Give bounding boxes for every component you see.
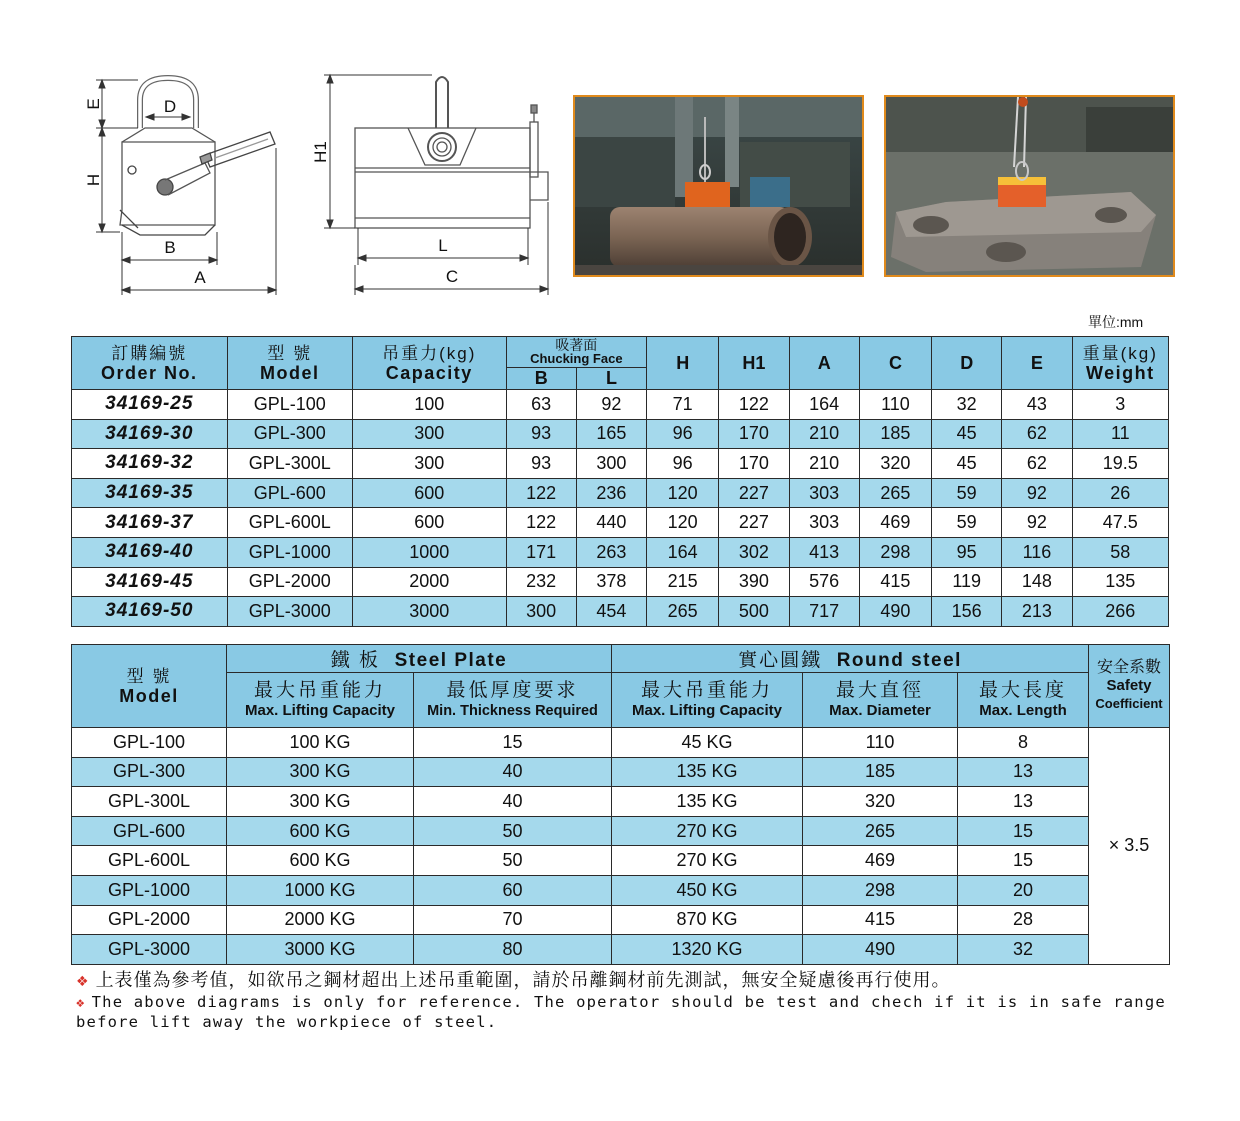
cell-thickness: 50 xyxy=(414,816,612,846)
cell-round-capacity: 135 KG xyxy=(612,757,803,787)
cell-l: 378 xyxy=(576,567,646,597)
cell-thickness: 60 xyxy=(414,875,612,905)
cell-e: 92 xyxy=(1002,478,1072,508)
cell-thickness: 50 xyxy=(414,846,612,876)
table-row xyxy=(72,449,1169,479)
dim-label-h1: H1 xyxy=(311,141,330,163)
cell-model: GPL-1000 xyxy=(72,875,227,905)
cell-capacity: 300 xyxy=(353,419,507,449)
cell-b: 300 xyxy=(506,597,576,627)
cell-plate-capacity: 600 KG xyxy=(227,846,414,876)
cell-length: 13 xyxy=(958,757,1089,787)
cell-model: GPL-300 xyxy=(227,419,352,449)
cell-h1: 122 xyxy=(719,390,789,420)
note-english xyxy=(76,993,1166,1032)
dim-label-h: H xyxy=(84,173,103,187)
cell-round-capacity: 270 KG xyxy=(612,846,803,876)
cell-h: 164 xyxy=(647,537,719,567)
header-b: B xyxy=(506,368,576,390)
header-safety-coefficient: 安全系數 Safety Coefficient xyxy=(1089,645,1170,728)
cell-plate-capacity: 300 KG xyxy=(227,757,414,787)
cell-e: 62 xyxy=(1002,419,1072,449)
header-model: 型 號 Model xyxy=(72,645,227,728)
cell-model: GPL-100 xyxy=(72,728,227,758)
header-round-diameter: 最大直徑 Max. Diameter xyxy=(803,673,958,728)
cell-c: 110 xyxy=(859,390,931,420)
cell-length: 15 xyxy=(958,816,1089,846)
cell-model: GPL-300L xyxy=(227,449,352,479)
load-capacity-table xyxy=(71,644,1170,965)
note-chinese-text: 上表僅為參考值，如欲吊之鋼材超出上述吊重範圍，請於吊離鋼材前先測試，無安全疑慮後再行使用。 xyxy=(95,970,951,990)
cell-diameter: 469 xyxy=(803,846,958,876)
magnet-lifting-pipe-photo xyxy=(573,95,864,277)
dim-label-l: L xyxy=(438,236,448,255)
header-plate-capacity: 最大吊重能力 Max. Lifting Capacity xyxy=(227,673,414,728)
unit-label: 單位:mm xyxy=(1088,314,1144,330)
cell-model: GPL-3000 xyxy=(227,597,352,627)
cell-diameter: 415 xyxy=(803,905,958,935)
cell-h: 96 xyxy=(647,419,719,449)
table-row xyxy=(72,757,1170,787)
cell-h1: 170 xyxy=(719,419,789,449)
cell-e: 43 xyxy=(1002,390,1072,420)
header-weight: 重量(kg) Weight xyxy=(1072,337,1168,390)
cell-capacity: 600 xyxy=(353,508,507,538)
cell-plate-capacity: 1000 KG xyxy=(227,875,414,905)
header-round-steel: 實心圓鐵 Round steel xyxy=(612,645,1089,673)
cell-round-capacity: 1320 KG xyxy=(612,935,803,965)
cell-diameter: 185 xyxy=(803,757,958,787)
cell-capacity: 300 xyxy=(353,449,507,479)
dim-label-a: A xyxy=(194,268,206,287)
dim-label-d: D xyxy=(163,97,177,116)
cell-thickness: 80 xyxy=(414,935,612,965)
cell-order: 34169-50 xyxy=(72,597,228,627)
table-row xyxy=(72,478,1169,508)
cell-l: 300 xyxy=(576,449,646,479)
cell-d: 32 xyxy=(932,390,1002,420)
table-row xyxy=(72,390,1169,420)
cell-h: 120 xyxy=(647,478,719,508)
header-steel-plate: 鐵 板 Steel Plate xyxy=(227,645,612,673)
cell-d: 119 xyxy=(932,567,1002,597)
header-h1: H1 xyxy=(719,337,789,390)
table-row xyxy=(72,508,1169,538)
header-chucking-face: 吸著面 Chucking Face xyxy=(506,337,647,368)
bullet-icon: ❖ xyxy=(76,995,86,1011)
header-c: C xyxy=(859,337,931,390)
cell-b: 63 xyxy=(506,390,576,420)
cell-order: 34169-45 xyxy=(72,567,228,597)
cell-diameter: 298 xyxy=(803,875,958,905)
cell-model: GPL-300L xyxy=(72,787,227,817)
cell-diameter: 320 xyxy=(803,787,958,817)
safety-coefficient-value: × 3.5 xyxy=(1089,728,1170,965)
header-capacity: 吊重力(kg) Capacity xyxy=(353,337,507,390)
cell-e: 92 xyxy=(1002,508,1072,538)
cell-weight: 135 xyxy=(1072,567,1168,597)
cell-h1: 500 xyxy=(719,597,789,627)
cell-capacity: 600 xyxy=(353,478,507,508)
cell-weight: 26 xyxy=(1072,478,1168,508)
cell-h1: 170 xyxy=(719,449,789,479)
front-view-diagram xyxy=(60,60,290,300)
cell-plate-capacity: 2000 KG xyxy=(227,905,414,935)
dim-label-c: C xyxy=(445,267,459,286)
cell-model: GPL-3000 xyxy=(72,935,227,965)
cell-capacity: 100 xyxy=(353,390,507,420)
header-round-capacity: 最大吊重能力 Max. Lifting Capacity xyxy=(612,673,803,728)
cell-model: GPL-1000 xyxy=(227,537,352,567)
cell-a: 303 xyxy=(789,508,859,538)
cell-h1: 390 xyxy=(719,567,789,597)
cell-model: GPL-2000 xyxy=(227,567,352,597)
cell-length: 13 xyxy=(958,787,1089,817)
cell-a: 303 xyxy=(789,478,859,508)
cell-weight: 11 xyxy=(1072,419,1168,449)
table-row xyxy=(72,787,1170,817)
cell-a: 210 xyxy=(789,419,859,449)
cell-round-capacity: 45 KG xyxy=(612,728,803,758)
cell-c: 265 xyxy=(859,478,931,508)
note-chinese xyxy=(76,971,951,991)
cell-plate-capacity: 300 KG xyxy=(227,787,414,817)
cell-h: 120 xyxy=(647,508,719,538)
cell-h: 71 xyxy=(647,390,719,420)
table-row xyxy=(72,875,1170,905)
table-row xyxy=(72,537,1169,567)
cell-order: 34169-32 xyxy=(72,449,228,479)
header-model: 型 號 Model xyxy=(227,337,352,390)
cell-model: GPL-600 xyxy=(72,816,227,846)
cell-weight: 19.5 xyxy=(1072,449,1168,479)
cell-order: 34169-40 xyxy=(72,537,228,567)
cell-b: 93 xyxy=(506,419,576,449)
cell-weight: 58 xyxy=(1072,537,1168,567)
header-l: L xyxy=(576,368,646,390)
cell-h1: 227 xyxy=(719,508,789,538)
cell-plate-capacity: 3000 KG xyxy=(227,935,414,965)
cell-order: 34169-37 xyxy=(72,508,228,538)
cell-c: 469 xyxy=(859,508,931,538)
bullet-icon: ❖ xyxy=(76,973,90,989)
table-row xyxy=(72,905,1170,935)
cell-thickness: 40 xyxy=(414,787,612,817)
cell-order: 34169-25 xyxy=(72,390,228,420)
header-a: A xyxy=(789,337,859,390)
cell-c: 415 xyxy=(859,567,931,597)
cell-c: 320 xyxy=(859,449,931,479)
table-row xyxy=(72,846,1170,876)
cell-capacity: 3000 xyxy=(353,597,507,627)
cell-c: 185 xyxy=(859,419,931,449)
cell-c: 298 xyxy=(859,537,931,567)
dim-label-e: E xyxy=(84,98,103,110)
magnet-lifting-plate-photo xyxy=(884,95,1175,277)
cell-model: GPL-2000 xyxy=(72,905,227,935)
header-plate-thickness: 最低厚度要求 Min. Thickness Required xyxy=(414,673,612,728)
header-d: D xyxy=(932,337,1002,390)
header-order-no: 訂購編號 Order No. xyxy=(72,337,228,390)
spec-table xyxy=(71,336,1169,627)
cell-model: GPL-600 xyxy=(227,478,352,508)
cell-d: 59 xyxy=(932,508,1002,538)
cell-e: 213 xyxy=(1002,597,1072,627)
cell-length: 15 xyxy=(958,846,1089,876)
cell-d: 156 xyxy=(932,597,1002,627)
cell-b: 93 xyxy=(506,449,576,479)
cell-e: 148 xyxy=(1002,567,1072,597)
dim-label-b: B xyxy=(164,238,176,257)
cell-h1: 227 xyxy=(719,478,789,508)
table-row xyxy=(72,597,1169,627)
cell-length: 20 xyxy=(958,875,1089,905)
cell-h1: 302 xyxy=(719,537,789,567)
table-row xyxy=(72,935,1170,965)
cell-diameter: 490 xyxy=(803,935,958,965)
cell-model: GPL-300 xyxy=(72,757,227,787)
cell-h: 265 xyxy=(647,597,719,627)
side-view-diagram xyxy=(300,60,560,300)
header-h: H xyxy=(647,337,719,390)
cell-order: 34169-30 xyxy=(72,419,228,449)
header-e: E xyxy=(1002,337,1072,390)
cell-d: 95 xyxy=(932,537,1002,567)
cell-b: 122 xyxy=(506,508,576,538)
cell-h: 96 xyxy=(647,449,719,479)
cell-e: 62 xyxy=(1002,449,1072,479)
cell-a: 164 xyxy=(789,390,859,420)
cell-h: 215 xyxy=(647,567,719,597)
cell-model: GPL-600L xyxy=(227,508,352,538)
table-row xyxy=(72,419,1169,449)
cell-capacity: 1000 xyxy=(353,537,507,567)
cell-round-capacity: 135 KG xyxy=(612,787,803,817)
cell-plate-capacity: 100 KG xyxy=(227,728,414,758)
cell-thickness: 70 xyxy=(414,905,612,935)
cell-thickness: 40 xyxy=(414,757,612,787)
cell-l: 454 xyxy=(576,597,646,627)
table-row xyxy=(72,728,1170,758)
cell-d: 45 xyxy=(932,419,1002,449)
cell-e: 116 xyxy=(1002,537,1072,567)
note-english-text: The above diagrams is only for reference. The operator should be test and chech if it is in safe range before lift away the workpiece of steel. xyxy=(76,993,1166,1031)
cell-diameter: 265 xyxy=(803,816,958,846)
cell-round-capacity: 450 KG xyxy=(612,875,803,905)
cell-order: 34169-35 xyxy=(72,478,228,508)
cell-round-capacity: 270 KG xyxy=(612,816,803,846)
cell-a: 210 xyxy=(789,449,859,479)
cell-model: GPL-600L xyxy=(72,846,227,876)
cell-d: 59 xyxy=(932,478,1002,508)
cell-l: 92 xyxy=(576,390,646,420)
cell-round-capacity: 870 KG xyxy=(612,905,803,935)
cell-length: 32 xyxy=(958,935,1089,965)
cell-length: 8 xyxy=(958,728,1089,758)
cell-l: 440 xyxy=(576,508,646,538)
cell-l: 263 xyxy=(576,537,646,567)
cell-b: 171 xyxy=(506,537,576,567)
cell-weight: 266 xyxy=(1072,597,1168,627)
table-row xyxy=(72,816,1170,846)
cell-c: 490 xyxy=(859,597,931,627)
cell-plate-capacity: 600 KG xyxy=(227,816,414,846)
cell-l: 236 xyxy=(576,478,646,508)
cell-b: 122 xyxy=(506,478,576,508)
cell-l: 165 xyxy=(576,419,646,449)
cell-a: 413 xyxy=(789,537,859,567)
cell-capacity: 2000 xyxy=(353,567,507,597)
cell-a: 717 xyxy=(789,597,859,627)
table-row xyxy=(72,567,1169,597)
cell-d: 45 xyxy=(932,449,1002,479)
cell-weight: 47.5 xyxy=(1072,508,1168,538)
cell-length: 28 xyxy=(958,905,1089,935)
cell-model: GPL-100 xyxy=(227,390,352,420)
cell-weight: 3 xyxy=(1072,390,1168,420)
cell-diameter: 110 xyxy=(803,728,958,758)
cell-thickness: 15 xyxy=(414,728,612,758)
cell-a: 576 xyxy=(789,567,859,597)
header-round-length: 最大長度 Max. Length xyxy=(958,673,1089,728)
cell-b: 232 xyxy=(506,567,576,597)
